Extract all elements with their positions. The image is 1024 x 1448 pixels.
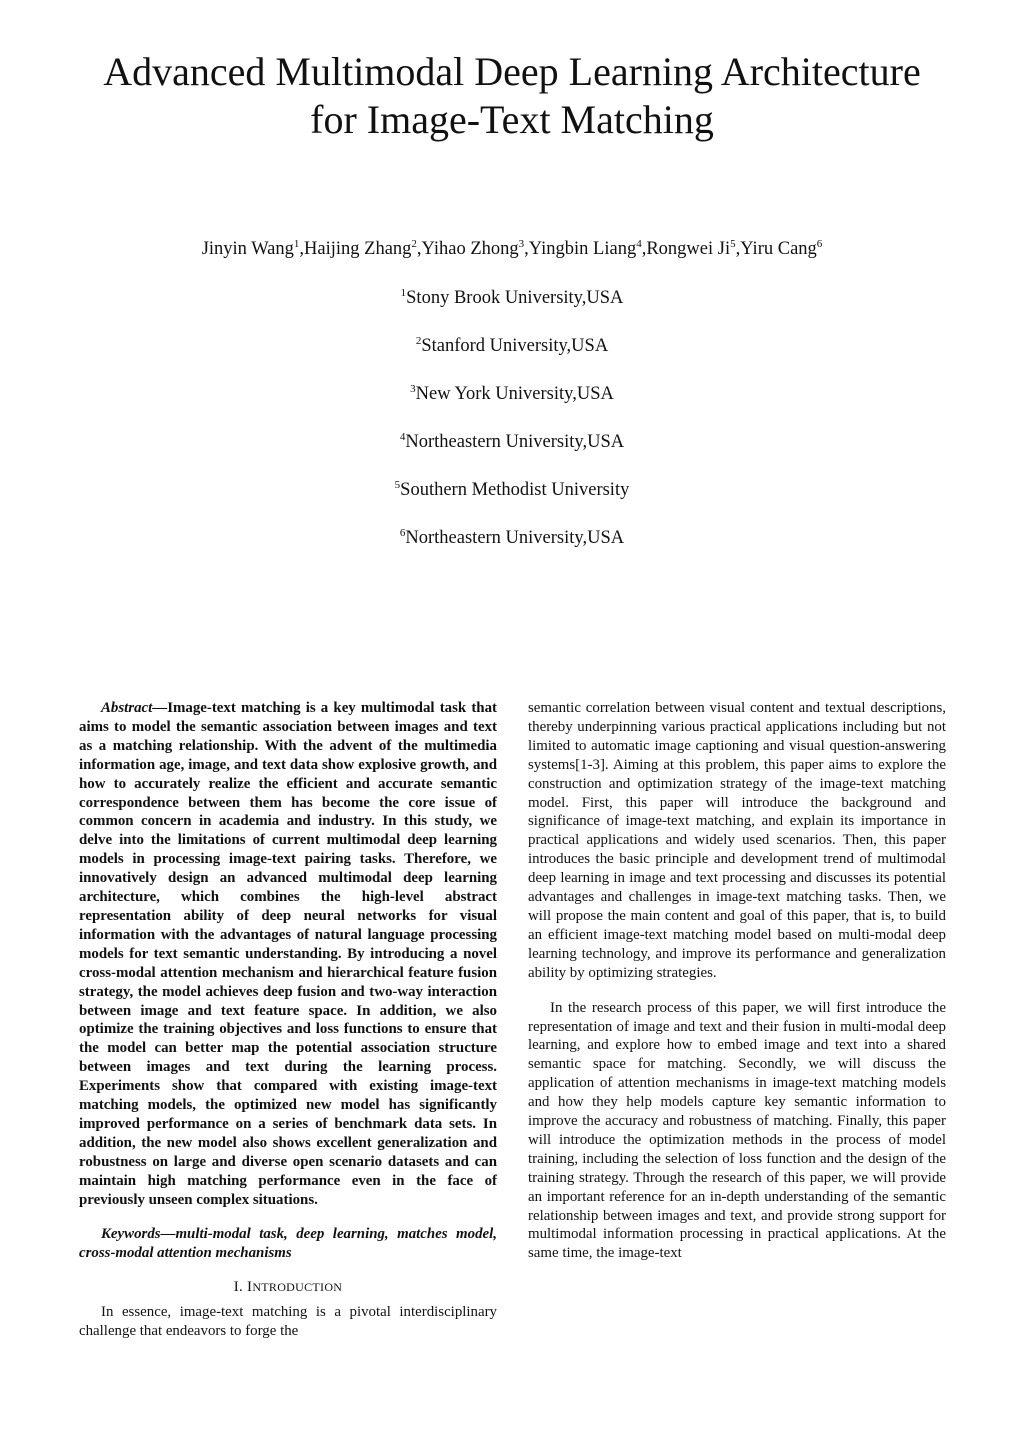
keywords-label: Keywords— <box>101 1226 176 1243</box>
title-line-1: Advanced Multimodal Deep Learning Architecture <box>103 49 921 94</box>
affiliation: $^2$Stanford University,USA <box>415 334 609 356</box>
intro-paragraph-1-start: In essence, image-text matching is a pivotal interdisciplinary challenge that endeavors to forge the <box>79 1304 497 1340</box>
affiliation: $^6$Northeastern University,USA <box>399 526 625 548</box>
title-line-2: for Image-Text Matching <box>310 97 714 142</box>
affiliation: $^1$Stony Brook University,USA <box>400 286 624 308</box>
intro-paragraph-1-cont: semantic correlation between visual content and textual descriptions, thereby underpinning various practical applications including but not limited to automatic image captioning and visual question-answering systems[1-3]. Aiming at this problem, this paper aims to explore the construction and optimization strategy of the image-text matching model. First, this paper will introduce the background and significance of image-text matching, and explain its importance in practical applications and widely used scenarios. Then, this paper introduces the basic principle and development trend of multimodal deep learning in image and text processing and discusses its potential advantages and challenges in image-text matching tasks. Then, we will propose the main content and goal of this paper, that is, to build an efficient image-text matching model based on multi-modal deep learning technology, and improve its performance and generalization ability by optimizing strategies. <box>528 700 946 981</box>
abstract-text: Image-text matching is a key multimodal task that aims to model the semantic association between images and text as a matching relationship. With the advent of the multimedia information age, image, and text data show explosive growth, and how to accurately realize the efficient and accurate semantic correspondence between them has become the core issue of common concern in academia and industry. In this study, we delve into the limitations of current multimodal deep learning models in processing image-text pairing tasks. Therefore, we innovatively design an advanced multimodal deep learning architecture, which combines the high-level abstract representation ability of deep neural networks for visual information with the advantages of natural language processing models for text semantic understanding. By introducing a novel cross-modal attention mechanism and hierarchical feature fusion strategy, the model achieves deep fusion and two-way interaction between image and text feature space. In addition, we also optimize the training objectives and loss functions to ensure that the model can better map the potential association structure between images and text during the learning process. Experiments show that compared with existing image-text matching models, the optimized new model has significantly improved performance on a series of benchmark data sets. In addition, the new model also shows excellent generalization and robustness on large and diverse open scenario datasets and can maintain high matching performance even in the face of previously unseen complex situations. <box>79 700 497 1208</box>
paper-title <box>60 48 964 144</box>
author: Yihao Zhong$^3$, <box>421 237 529 259</box>
abstract: Abstract—Image-text matching is a key multimodal task that aims to model the semantic association between images and text as a matching relationship. With the advent of the multimedia information age, image, and text data show explosive growth, and how to accurately realize the efficient and accurate semantic correspondence between them has become the core issue of common concern in academia and industry. In this study, we delve into the limitations of current multimodal deep learning models in processing image-text pairing tasks. Therefore, we innovatively design an advanced multimodal deep learning architecture, which combines the high-level abstract representation ability of deep neural networks for visual information with the advantages of natural language processing models for text semantic understanding. By introducing a novel cross-modal attention mechanism and hierarchical feature fusion strategy, the model achieves deep fusion and two-way interaction between image and text feature space. In addition, we also optimize the training objectives and loss functions to ensure that the model can better map the potential association structure between images and text during the learning process. Experiments show that compared with existing image-text matching models, the optimized new model has significantly improved performance on a series of benchmark data sets. In addition, the new model also shows excellent generalization and robustness on large and diverse open scenario datasets and can maintain high matching performance even in the face of previously unseen complex situations. <box>79 700 497 1208</box>
author: Jinyin Wang$^1$, <box>201 237 305 259</box>
abstract-label: Abstract <box>101 700 153 716</box>
affiliation: $^5$Southern Methodist University <box>394 478 630 500</box>
left-column <box>79 699 497 1341</box>
affiliation-list <box>100 283 924 571</box>
author-list <box>40 234 984 264</box>
intro-paragraph-2: In the research process of this paper, we will first introduce the representation of image and text and their fusion in multi-modal deep learning, and explore how to embed image and text into a shared semantic space for matching. Secondly, we will discuss the application of attention mechanisms in image-text matching models and how they help models capture key semantic information to improve the accuracy and robustness of matching. Finally, this paper will introduce the optimization methods in the process of model training, including the selection of loss function and the design of the training strategy. Through the research of this paper, we will provide an important reference for an in-depth understanding of the semantic relationship between images and text, and provide strong support for multimodal information processing in practical applications. At the same time, the image-text <box>528 999 946 1262</box>
affiliation: $^3$New York University,USA <box>410 382 614 404</box>
keywords <box>79 1225 497 1263</box>
right-column <box>528 699 946 1263</box>
author: Rongwei Ji$^5$, <box>646 237 741 259</box>
author: Yingbin Liang$^4$, <box>528 237 647 259</box>
affiliation: $^4$Northeastern University,USA <box>399 430 625 452</box>
keywords-text: multi-modal task, deep learning, matches model, cross-modal attention mechanisms <box>79 1226 497 1262</box>
author: Haijing Zhang$^2$, <box>304 237 422 259</box>
author: Yiru Cang$^6$ <box>740 237 823 259</box>
section-heading-introduction: I. INTRODUCTION <box>233 1279 343 1296</box>
